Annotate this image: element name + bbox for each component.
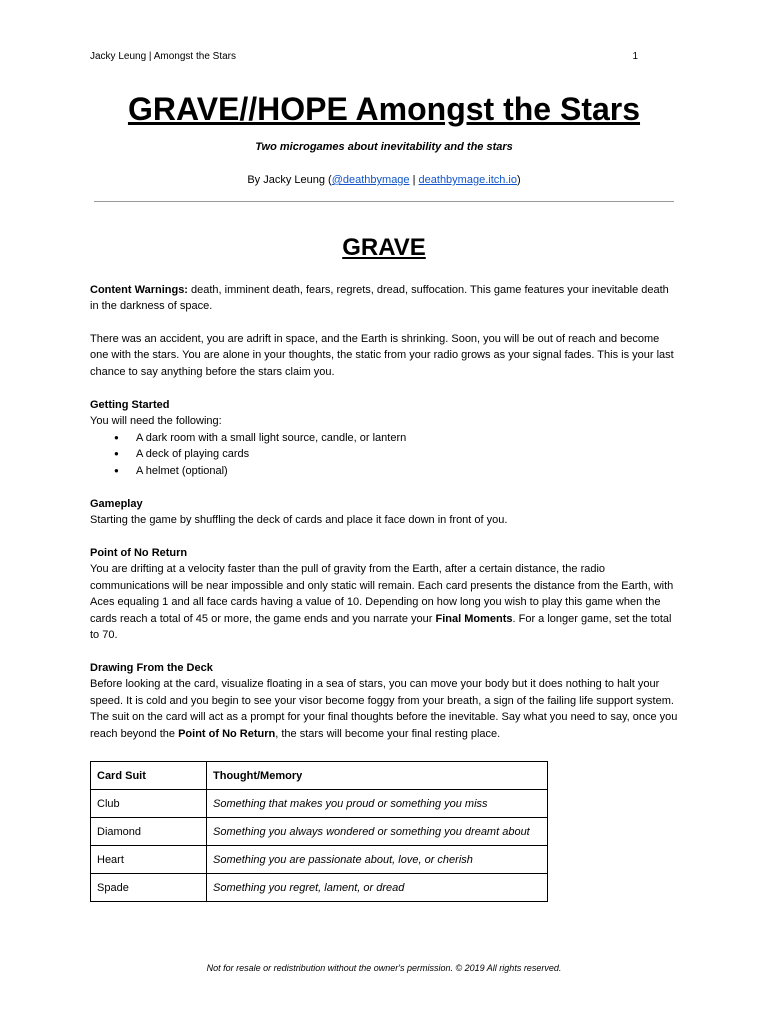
drawing-text-b: , the stars will become your final resting place. <box>275 727 501 740</box>
byline-separator: | <box>409 174 419 186</box>
intro-paragraph: There was an accident, you are adrift in space, and the Earth is shrinking. Soon, you will be out of reach and become one with the stars. You are alone in your thoughts, the static from your radio grows as your signal fades. This is your last chance to say anything before the stars claim you. <box>90 333 674 378</box>
table-row <box>91 818 548 846</box>
horizontal-divider <box>94 201 674 202</box>
itch-link[interactable]: deathbymage.itch.io <box>418 174 517 186</box>
point-of-no-return-text-b: . For a longer game, set the total to 70. <box>90 612 672 642</box>
content-warnings-text: death, imminent death, fears, regrets, dread, suffocation. This game features your inevitable death in the darkness of space. <box>90 284 669 313</box>
card-suit-table <box>90 761 548 902</box>
drawing-text <box>90 676 680 742</box>
byline <box>0 174 768 186</box>
gameplay-text: Starting the game by shuffling the deck of cards and place it face down in front of you. <box>90 514 508 527</box>
page-number: 1 <box>632 51 638 62</box>
table-header-row <box>91 762 548 790</box>
running-header <box>90 51 638 62</box>
point-of-no-return-section <box>90 545 680 643</box>
requirements-list <box>90 430 680 479</box>
drawing-text-a: Before looking at the card, visualize floating in a sea of stars, you can move your body but it does nothing to halt your speed. It is cold and you begin to see your visor become foggy from your breath, a sign of the failing life support system. The suit on the card will act as a prompt for your final thoughts before the inevitable. Say what you need to say, once you reach beyond the <box>90 678 678 740</box>
gameplay-section <box>90 496 680 529</box>
list-item: ● A helmet (optional) <box>90 463 680 479</box>
table-row <box>91 874 548 902</box>
drawing-heading: Drawing From the Deck <box>90 662 213 674</box>
content-warnings-label: Content Warnings: <box>90 284 188 296</box>
gameplay-heading: Gameplay <box>90 498 143 510</box>
table-cell-thought: Something that makes you proud or something you miss <box>207 790 548 818</box>
point-of-no-return-term: Point of No Return <box>178 727 276 740</box>
point-of-no-return-text-a: You are drifting at a velocity faster than the pull of gravity from the Earth, after a certain distance, the radio communications will be near impossible and only static will remain. Each card presents the distance from the Earth, with Aces equaling 1 and all face cards having a value of 10. Depending on how long you wish to play this game when the cards reach a total of 45 or more, the game ends and you narrate your <box>90 563 674 625</box>
point-of-no-return-text <box>90 561 680 643</box>
table-cell-thought: Something you are passionate about, love, or cherish <box>207 846 548 874</box>
byline-suffix: ) <box>516 174 521 186</box>
section-title: GRAVE <box>342 234 426 261</box>
table-row <box>91 790 548 818</box>
table-header-cell: Card Suit <box>91 762 207 790</box>
getting-started-lead: You will need the following: <box>90 415 222 428</box>
getting-started-heading: Getting Started <box>90 399 170 411</box>
byline-prefix: By Jacky Leung ( <box>247 174 332 186</box>
copyright-footer: Not for resale or redistribution without the owner's permission. © 2019 All rights reserved. <box>206 963 562 973</box>
point-of-no-return-heading: Point of No Return <box>90 547 188 559</box>
twitter-link[interactable]: @deathbymage <box>331 174 410 186</box>
getting-started-section <box>90 397 680 479</box>
running-header-title: Jacky Leung | Amongst the Stars <box>90 51 237 62</box>
table-cell-suit: Heart <box>91 846 207 874</box>
list-item: ● A dark room with a small light source, candle, or lantern <box>90 430 680 446</box>
table-row <box>91 846 548 874</box>
list-item: ● A deck of playing cards <box>90 446 680 462</box>
table-cell-thought: Something you always wondered or something you dreamt about <box>207 818 548 846</box>
table-cell-suit: Club <box>91 790 207 818</box>
final-moments-term: Final Moments <box>435 612 513 625</box>
table-cell-suit: Diamond <box>91 818 207 846</box>
table-cell-suit: Spade <box>91 874 207 902</box>
content-warnings <box>90 282 680 315</box>
table-cell-thought: Something you regret, lament, or dread <box>207 874 548 902</box>
table-header-cell: Thought/Memory <box>207 762 548 790</box>
drawing-section <box>90 660 680 742</box>
document-title: GRAVE//HOPE Amongst the Stars <box>127 91 641 127</box>
document-subtitle: Two microgames about inevitability and the stars <box>255 141 513 153</box>
